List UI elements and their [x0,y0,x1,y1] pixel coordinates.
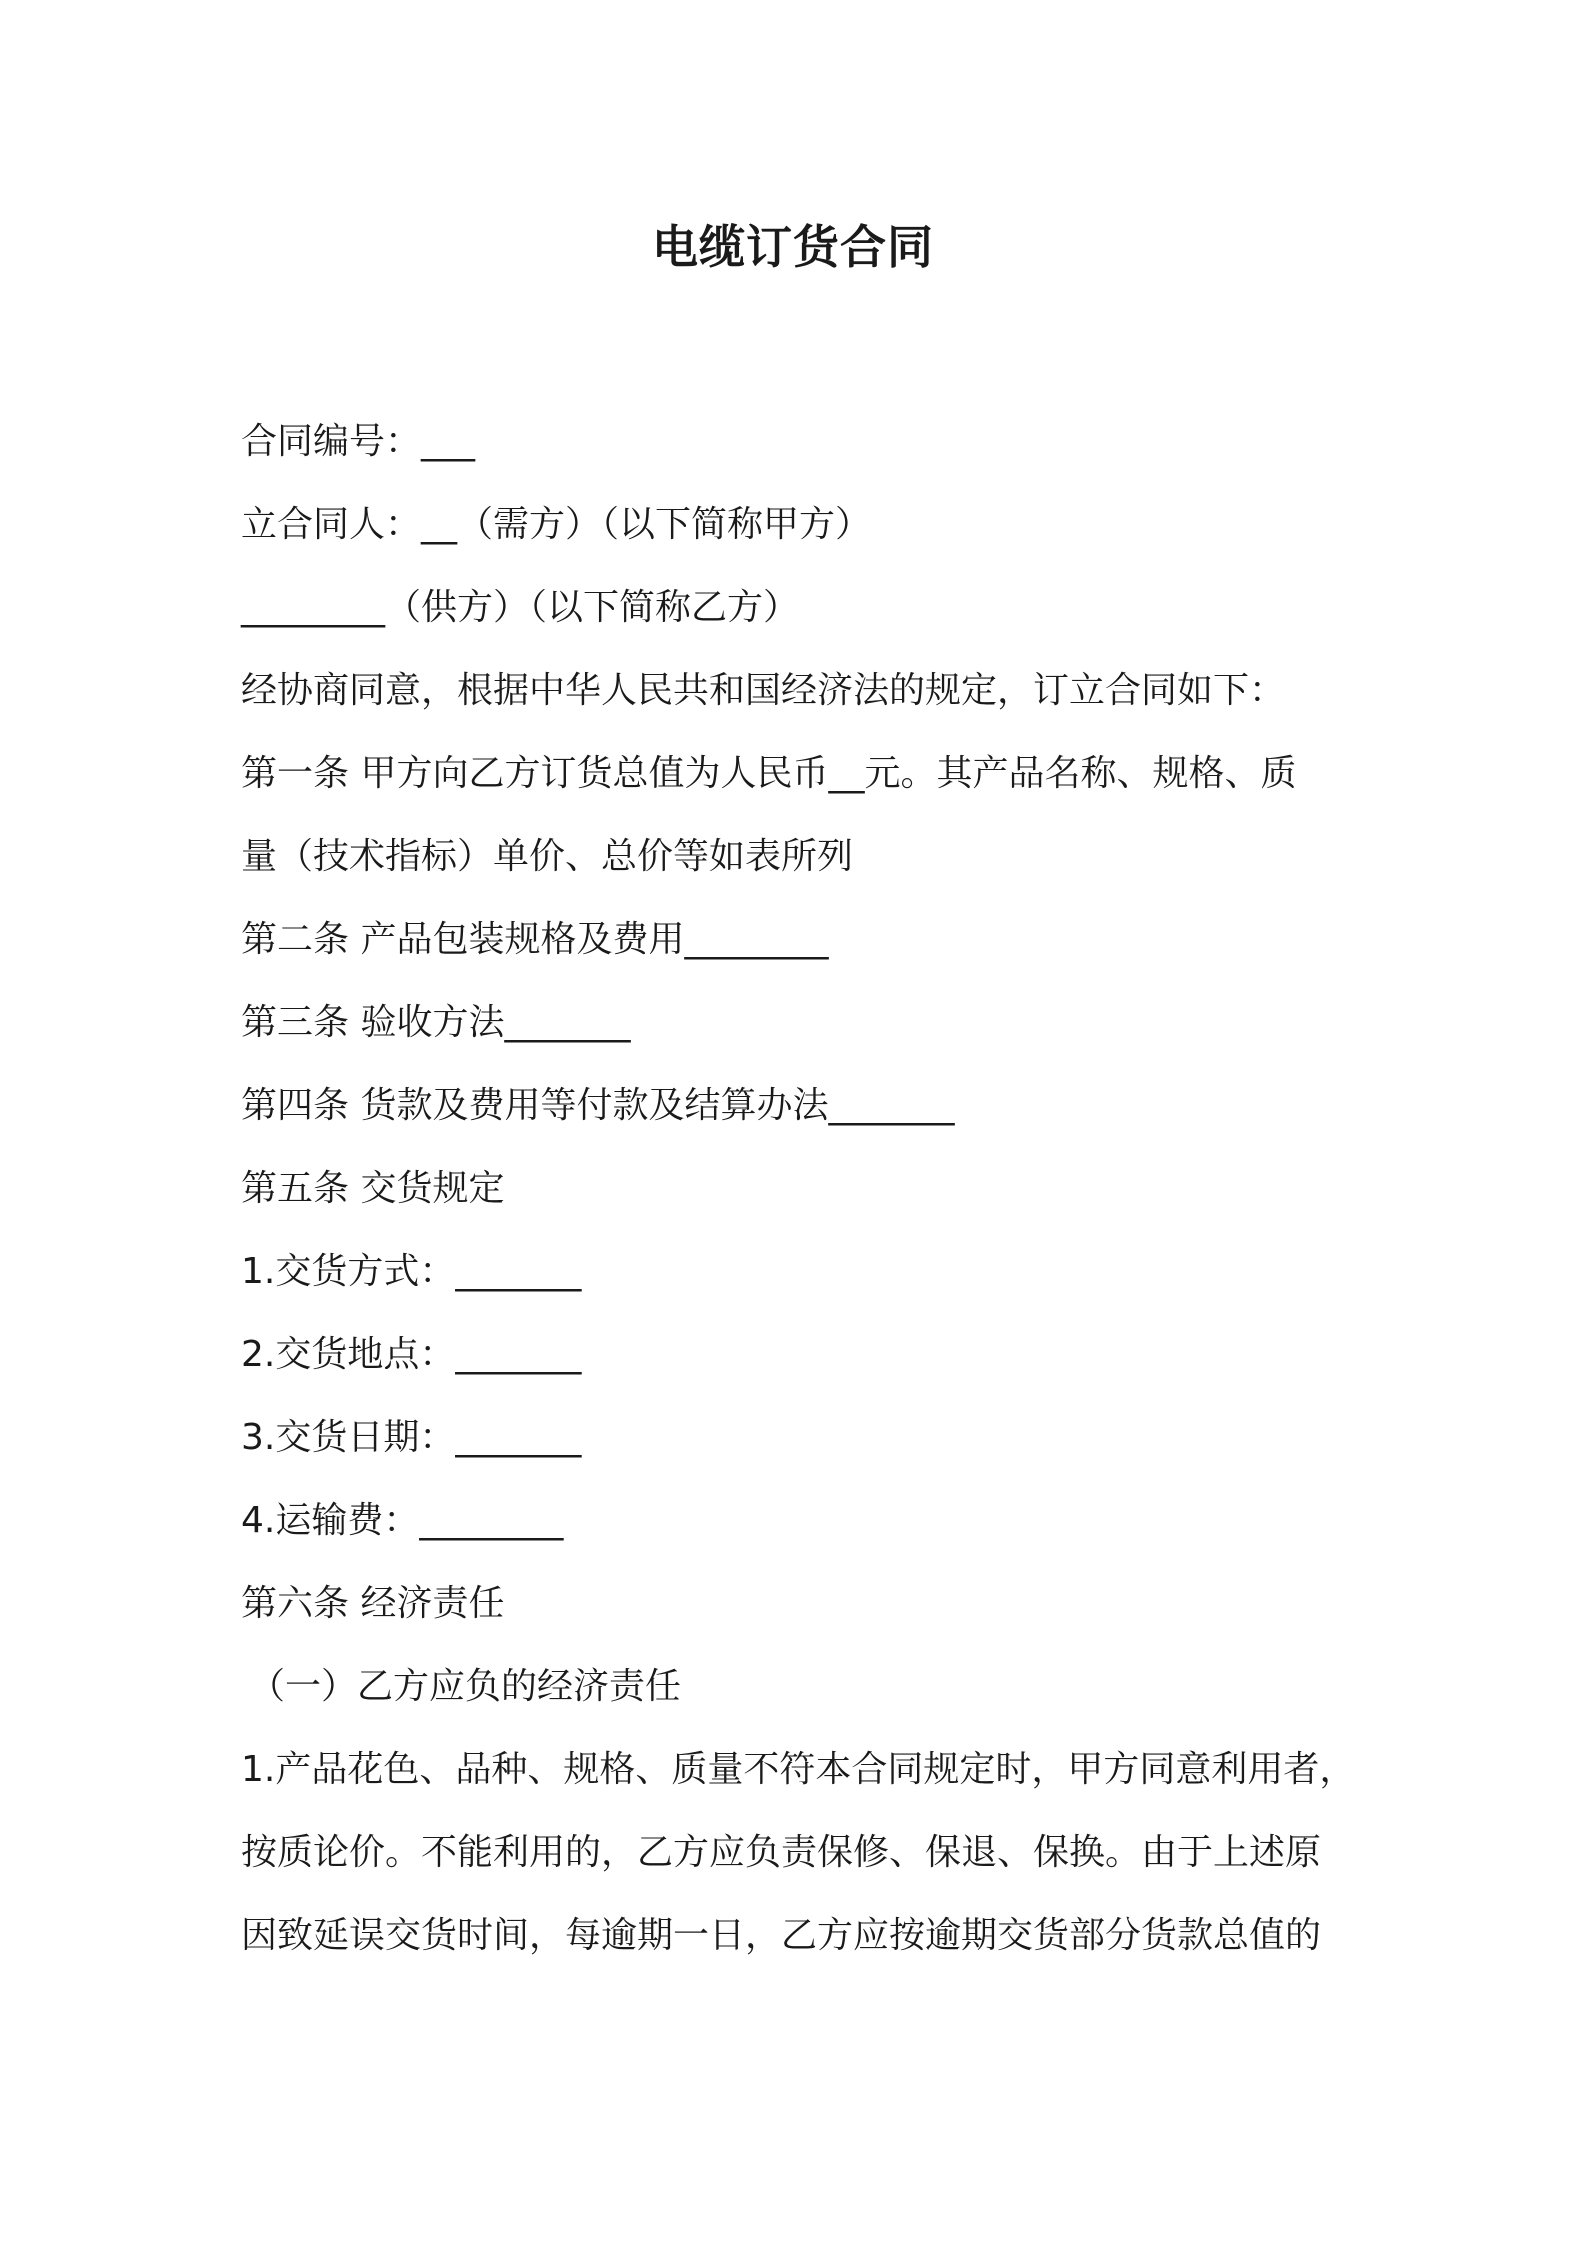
party-b-liability-heading: （一）乙方应负的经济责任 [249,1666,682,1707]
delivery-date-line: 3.交货日期：_______ [241,1417,582,1458]
delivery-location-line: 2.交货地点：_______ [241,1334,582,1375]
liability-clause-line-3: 因致延误交货时间，每逾期一日，乙方应按逾期交货部分货款总值的 [241,1915,1322,1956]
article-1-line-1: 第一条 甲方向乙方订货总值为人民币__元。其产品名称、规格、质 [241,753,1297,794]
article-6-heading: 第六条 经济责任 [241,1583,505,1624]
article-4-line: 第四条 货款及费用等付款及结算办法_______ [241,1085,955,1126]
article-1-line-2: 量（技术指标）单价、总价等如表所列 [241,836,854,877]
preamble-line: 经协商同意，根据中华人民共和国经济法的规定，订立合同如下： [241,670,1286,711]
article-2-line: 第二条 产品包装规格及费用________ [241,919,829,960]
contract-number-line: 合同编号：___ [241,421,476,462]
party-b-line: ________（供方）（以下简称乙方） [241,587,800,628]
party-a-line: 立合同人：__（需方）（以下简称甲方） [241,504,872,545]
document-body [241,400,1361,1977]
delivery-method-line: 1.交货方式：_______ [241,1251,582,1292]
article-3-line: 第三条 验收方法_______ [241,1002,631,1043]
liability-clause-line-1: 1.产品花色、品种、规格、质量不符本合同规定时，甲方同意利用者， [241,1749,1356,1790]
article-5-heading: 第五条 交货规定 [241,1168,505,1209]
freight-line: 4.运输费：________ [241,1500,564,1541]
liability-clause-line-2: 按质论价。不能利用的，乙方应负责保修、保退、保换。由于上述原 [241,1832,1322,1873]
document-title: 电缆订货合同 [652,220,934,274]
